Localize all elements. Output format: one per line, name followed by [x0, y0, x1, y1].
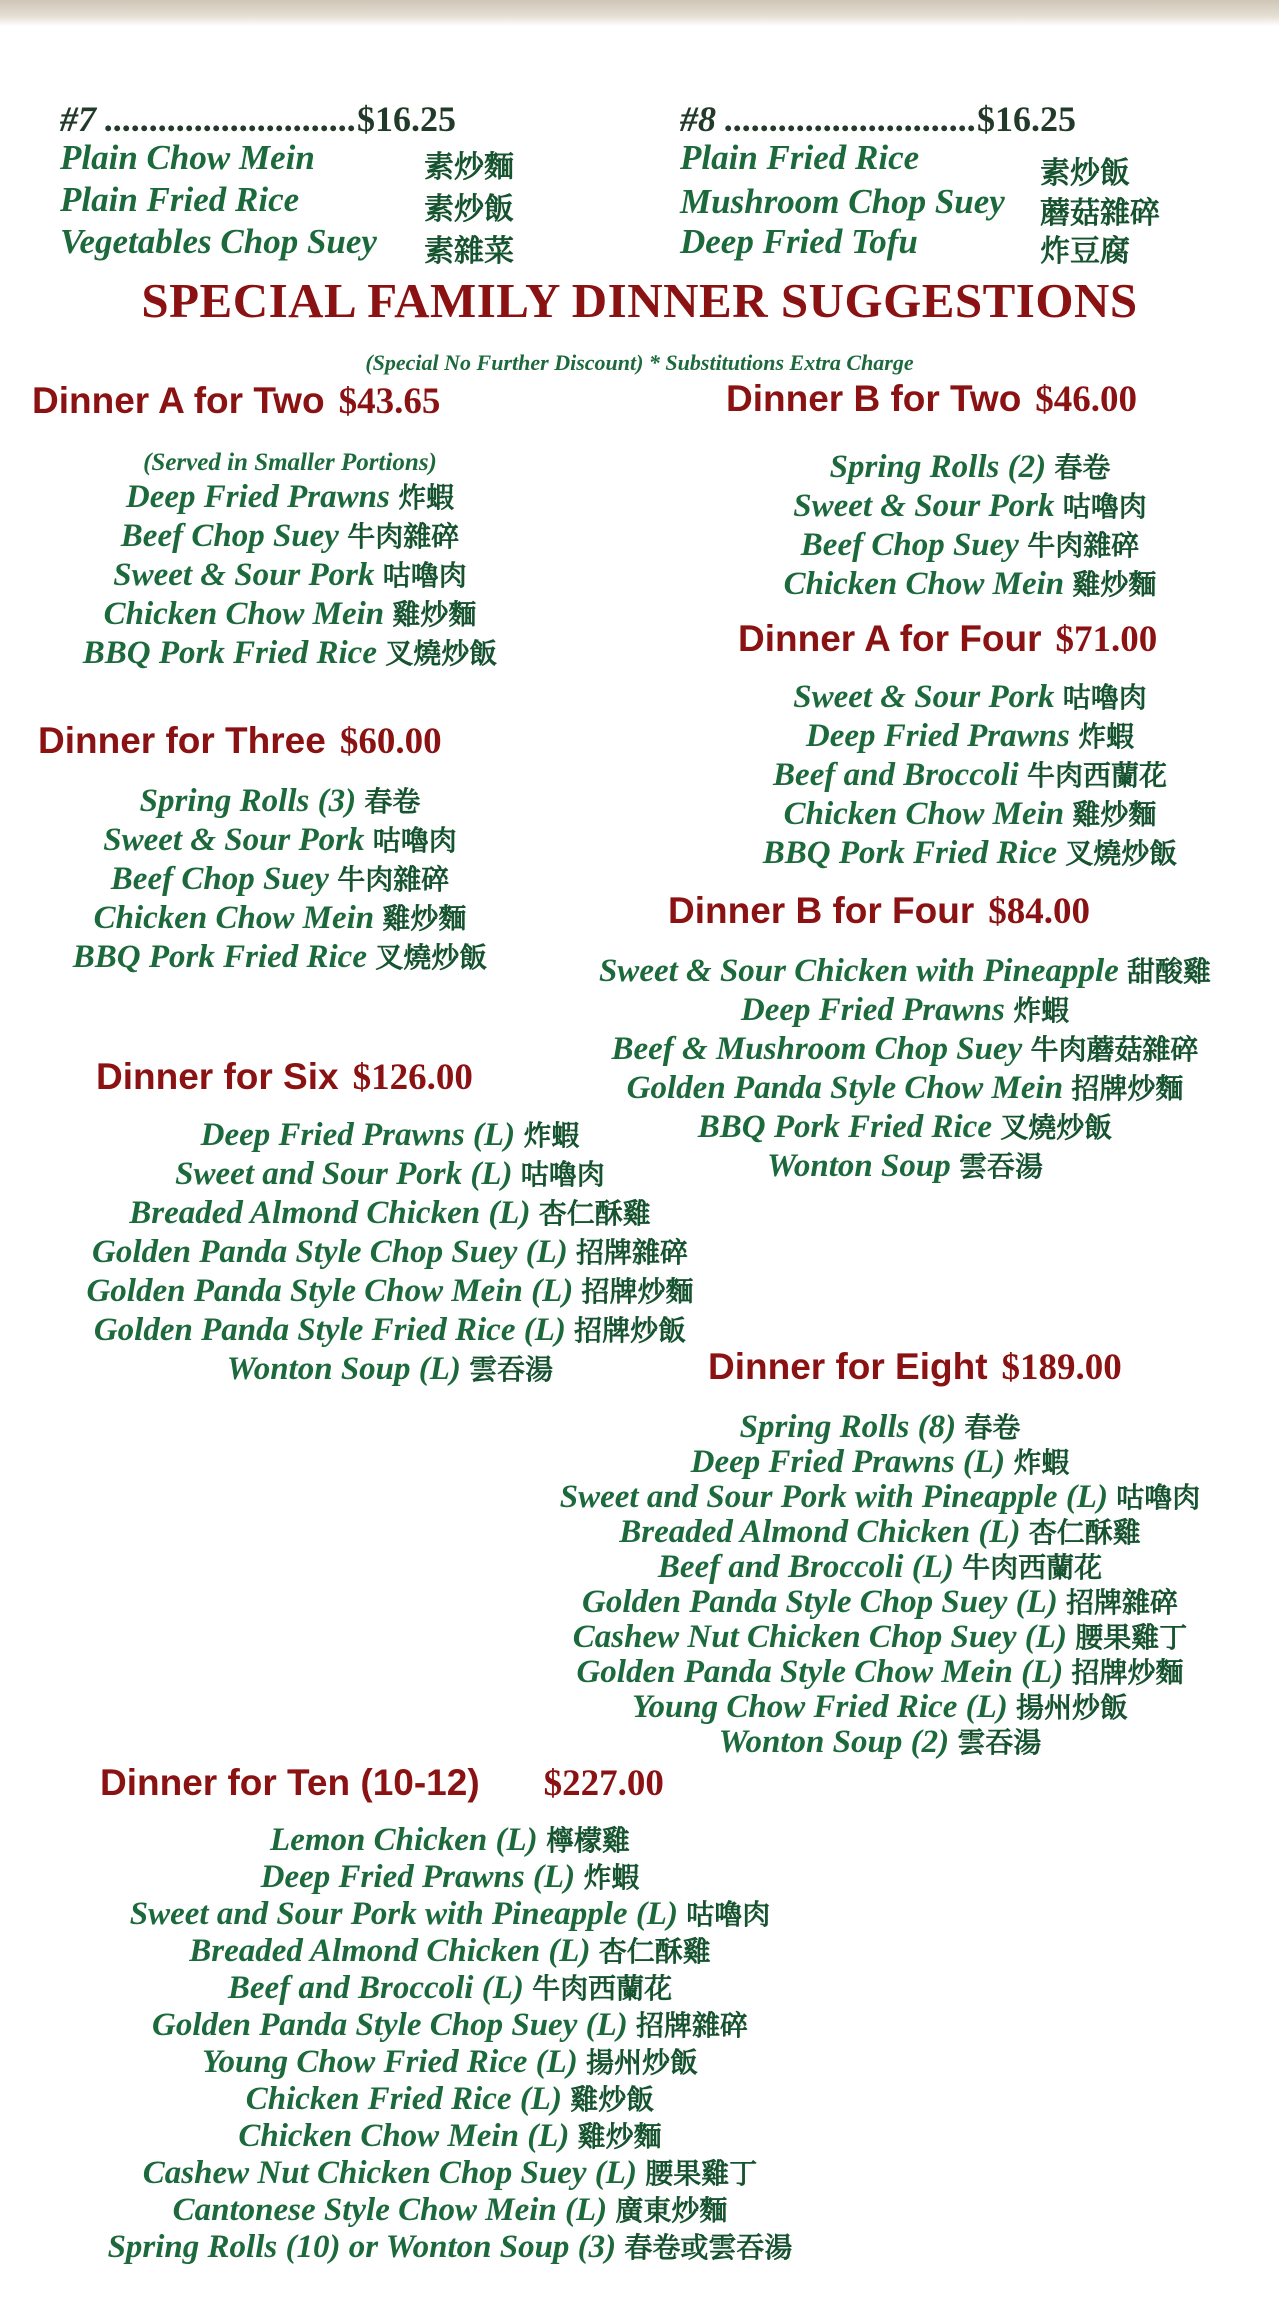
- list-item: [500, 1620, 1260, 1655]
- item-en: Chicken Chow Mein (L): [238, 2118, 570, 2154]
- item-zh: 咕嚕肉: [1062, 681, 1147, 714]
- item-zh: 杏仁酥雞: [538, 1197, 651, 1230]
- item-zh: 炸蝦: [1013, 994, 1070, 1027]
- list-item: [30, 1116, 750, 1155]
- list-item: [30, 1311, 750, 1350]
- combo-7-item-2: [60, 180, 299, 220]
- list-item: [560, 1069, 1250, 1108]
- item-en: Beef and Broccoli: [773, 757, 1019, 793]
- item-zh: 咕嚕肉: [520, 1158, 605, 1191]
- dinner-ten-list: [60, 1822, 840, 2266]
- item-zh: 招牌雜碎: [1065, 1586, 1178, 1619]
- item-en: Cashew Nut Chicken Chop Suey (L): [572, 1619, 1067, 1655]
- item-en: Sweet and Sour Pork with Pineapple (L): [129, 1896, 678, 1932]
- item-zh: 甜酸雞: [1127, 955, 1212, 988]
- item-en: BBQ Pork Fried Rice: [697, 1109, 992, 1145]
- item-zh: 牛肉西蘭花: [1026, 759, 1167, 792]
- item-en: Vegetables Chop Suey: [60, 222, 377, 261]
- item-zh: 春卷: [364, 785, 421, 818]
- item-zh: 雞炒麵: [392, 598, 477, 631]
- list-item: [30, 517, 550, 556]
- item-en: Deep Fried Prawns: [125, 479, 390, 515]
- list-item: [60, 2081, 840, 2118]
- item-en: Plain Fried Rice: [680, 138, 920, 177]
- item-en: Golden Panda Style Chop Suey (L): [91, 1234, 568, 1270]
- list-item: [30, 821, 530, 860]
- item-en: Deep Fried Prawns (L): [200, 1117, 516, 1153]
- list-item: [560, 991, 1250, 1030]
- list-item: [60, 2155, 840, 2192]
- list-item: [30, 478, 550, 517]
- list-item: [30, 634, 550, 673]
- dinner-name: Dinner for Eight: [708, 1346, 988, 1387]
- item-zh: 牛肉西蘭花: [532, 1972, 673, 2005]
- list-item: [710, 565, 1230, 604]
- list-item: [500, 1445, 1260, 1480]
- combo-7-header: [60, 98, 456, 140]
- list-item: [60, 2229, 840, 2266]
- item-en: Beef & Mushroom Chop Suey: [611, 1031, 1023, 1067]
- item-zh: 招牌雜碎: [635, 2009, 748, 2042]
- list-item: [60, 1970, 840, 2007]
- item-en: Beef and Broccoli (L): [657, 1549, 954, 1585]
- item-zh: 杏仁酥雞: [1028, 1516, 1141, 1549]
- item-en: Young Chow Fried Rice (L): [201, 2044, 578, 2080]
- item-en: Plain Chow Mein: [60, 138, 315, 177]
- list-item: [500, 1515, 1260, 1550]
- item-en: Chicken Chow Mein: [783, 566, 1065, 602]
- list-item: [710, 834, 1230, 873]
- item-zh: 炸豆腐: [1040, 234, 1130, 269]
- item-en: BBQ Pork Fried Rice: [82, 635, 377, 671]
- dinner-price: $46.00: [1035, 379, 1138, 420]
- page-subtitle: (Special No Further Discount) * Substitutions Extra Charge: [365, 350, 914, 375]
- list-item: [30, 899, 530, 938]
- item-en: Wonton Soup: [767, 1148, 951, 1184]
- item-en: Golden Panda Style Chop Suey (L): [581, 1584, 1058, 1620]
- item-zh: 腰果雞丁: [645, 2157, 758, 2190]
- dinner-a-four-heading: [738, 618, 1157, 661]
- item-zh: 招牌炒飯: [574, 1314, 687, 1347]
- item-en: Sweet & Sour Pork: [113, 557, 375, 593]
- list-item: [30, 595, 550, 634]
- item-en: Sweet & Sour Pork: [793, 488, 1055, 524]
- item-zh: 雞炒麵: [1072, 798, 1157, 831]
- item-en: Sweet and Sour Pork with Pineapple (L): [559, 1479, 1108, 1515]
- dinner-a-two-list: [30, 448, 550, 673]
- list-item: [710, 526, 1230, 565]
- combo-7-item-3-zh: [424, 226, 514, 270]
- item-zh: 蘑菇雜碎: [1040, 196, 1160, 231]
- item-zh: 雞炒飯: [570, 2083, 655, 2116]
- item-zh: 素炒麵: [424, 150, 514, 185]
- item-zh: 咕嚕肉: [1062, 490, 1147, 523]
- combo-7-item-3: [60, 222, 377, 262]
- combo-8-header: [680, 98, 1076, 140]
- item-zh: 揚州炒飯: [1016, 1691, 1129, 1724]
- item-zh: 雲吞湯: [958, 1150, 1043, 1183]
- dinner-name: Dinner for Three: [38, 720, 326, 761]
- item-en: BBQ Pork Fried Rice: [762, 835, 1057, 871]
- list-item: [710, 756, 1230, 795]
- list-item: [560, 952, 1250, 991]
- item-zh: 牛肉蘑菇雜碎: [1030, 1033, 1199, 1066]
- item-en: Sweet & Sour Pork: [103, 822, 365, 858]
- dinner-a-two-note: (Served in Smaller Portions): [143, 449, 437, 476]
- list-item: [710, 487, 1230, 526]
- item-en: Chicken Fried Rice (L): [245, 2081, 562, 2117]
- dinner-a-two-heading: [32, 380, 440, 423]
- item-zh: 雲吞湯: [469, 1353, 554, 1386]
- item-zh: 春卷或雲吞湯: [624, 2231, 793, 2264]
- list-item: [60, 2044, 840, 2081]
- dinner-price: $84.00: [988, 891, 1091, 932]
- dinner-b-two-heading: [726, 378, 1137, 421]
- list-item: [500, 1410, 1260, 1445]
- item-en: Golden Panda Style Chow Mein (L): [86, 1273, 574, 1309]
- item-en: Deep Fried Prawns: [805, 718, 1070, 754]
- dinner-b-four-heading: [668, 890, 1090, 933]
- item-en: Golden Panda Style Chow Mein (L): [576, 1654, 1064, 1690]
- item-zh: 叉燒炒飯: [1065, 837, 1178, 870]
- list-item: [60, 1896, 840, 1933]
- item-en: Chicken Chow Mein: [783, 796, 1065, 832]
- dinner-name: Dinner for Six: [96, 1056, 339, 1097]
- combo-7-price: $16.25: [357, 99, 456, 139]
- item-zh: 招牌雜碎: [575, 1236, 688, 1269]
- item-zh: 炸蝦: [398, 481, 455, 514]
- item-zh: 咕嚕肉: [686, 1898, 771, 1931]
- item-zh: 招牌炒麵: [581, 1275, 694, 1308]
- item-en: Cashew Nut Chicken Chop Suey (L): [142, 2155, 637, 2191]
- list-item: [60, 2192, 840, 2229]
- list-item: [710, 678, 1230, 717]
- item-zh: 炸蝦: [583, 1861, 640, 1894]
- list-item: [30, 1350, 750, 1389]
- combo-8-item-1: [680, 138, 919, 178]
- item-en: Golden Panda Style Fried Rice (L): [93, 1312, 566, 1348]
- list-item: [30, 860, 530, 899]
- item-en: Deep Fried Prawns (L): [260, 1859, 576, 1895]
- dinner-three-heading: [38, 720, 442, 763]
- item-zh: 雞炒麵: [382, 902, 467, 935]
- dinner-eight-heading: [708, 1346, 1122, 1389]
- combo-8-item-1-zh: [1040, 148, 1130, 192]
- combo-8-label: #8 ............................: [680, 99, 977, 139]
- item-zh: 咕嚕肉: [372, 824, 457, 857]
- item-en: Deep Fried Prawns: [740, 992, 1005, 1028]
- item-en: Young Chow Fried Rice (L): [631, 1689, 1008, 1725]
- combo-8-item-3: [680, 222, 918, 262]
- list-item: [60, 1822, 840, 1859]
- list-item: [60, 2007, 840, 2044]
- item-zh: 炸蝦: [1078, 720, 1135, 753]
- dinner-name: Dinner B for Four: [668, 890, 975, 931]
- item-en: Spring Rolls (3): [139, 783, 357, 819]
- dinner-price: $189.00: [1001, 1347, 1122, 1388]
- item-en: Beef Chop Suey: [110, 861, 329, 897]
- item-en: Lemon Chicken (L): [270, 1822, 538, 1858]
- item-en: Breaded Almond Chicken (L): [189, 1933, 591, 1969]
- dinner-eight-list: [500, 1410, 1260, 1760]
- list-item: [30, 1194, 750, 1233]
- item-zh: 腰果雞丁: [1075, 1621, 1188, 1654]
- item-zh: 雞炒麵: [1072, 568, 1157, 601]
- item-zh: 牛肉西蘭花: [962, 1551, 1103, 1584]
- item-zh: 春卷: [1054, 451, 1111, 484]
- item-zh: 雞炒麵: [577, 2120, 662, 2153]
- item-en: Wonton Soup (2): [718, 1724, 950, 1760]
- item-zh: 廣東炒麵: [615, 2194, 728, 2227]
- combo-8-item-3-zh: [1040, 226, 1130, 270]
- combo-8-price: $16.25: [977, 99, 1076, 139]
- item-zh: 招牌炒麵: [1071, 1656, 1184, 1689]
- item-en: Spring Rolls (10) or Wonton Soup (3): [107, 2229, 617, 2265]
- dinner-ten-heading: [100, 1762, 664, 1805]
- item-zh: 檸檬雞: [545, 1824, 630, 1857]
- item-zh: 招牌炒麵: [1071, 1072, 1184, 1105]
- list-item: [30, 556, 550, 595]
- dinner-price: $227.00: [543, 1763, 664, 1804]
- dinner-b-two-list: [710, 448, 1230, 604]
- item-zh: 咕嚕肉: [1116, 1481, 1201, 1514]
- item-en: Beef Chop Suey: [800, 527, 1019, 563]
- combo-7-item-1-zh: [424, 142, 514, 186]
- item-en: Wonton Soup (L): [226, 1351, 461, 1387]
- item-en: Beef and Broccoli (L): [227, 1970, 524, 2006]
- list-item: [500, 1725, 1260, 1760]
- item-en: Breaded Almond Chicken (L): [129, 1195, 531, 1231]
- item-zh: 牛肉雜碎: [347, 520, 460, 553]
- item-en: BBQ Pork Fried Rice: [72, 939, 367, 975]
- item-en: Sweet & Sour Pork: [793, 679, 1055, 715]
- list-item: [60, 1859, 840, 1896]
- item-en: Golden Panda Style Chow Mein: [626, 1070, 1064, 1106]
- item-en: Breaded Almond Chicken (L): [619, 1514, 1021, 1550]
- dinner-price: $60.00: [339, 721, 442, 762]
- item-en: Cantonese Style Chow Mein (L): [172, 2192, 608, 2228]
- combo-7-label: #7 ............................: [60, 99, 357, 139]
- list-item: [500, 1690, 1260, 1725]
- item-en: Plain Fried Rice: [60, 180, 300, 219]
- page-title: SPECIAL FAMILY DINNER SUGGESTIONS: [141, 273, 1138, 328]
- item-en: Beef Chop Suey: [120, 518, 339, 554]
- item-en: Golden Panda Style Chop Suey (L): [151, 2007, 628, 2043]
- list-item: [710, 795, 1230, 834]
- combo-7: [60, 98, 456, 140]
- item-zh: 叉燒炒飯: [375, 941, 488, 974]
- item-en: Chicken Chow Mein: [93, 900, 375, 936]
- item-en: Spring Rolls (2): [829, 449, 1047, 485]
- item-zh: 牛肉雜碎: [337, 863, 450, 896]
- list-item: [60, 1933, 840, 1970]
- item-zh: 雲吞湯: [957, 1726, 1042, 1759]
- list-item: [710, 448, 1230, 487]
- list-item: [30, 1155, 750, 1194]
- item-zh: 叉燒炒飯: [1000, 1111, 1113, 1144]
- dinner-name: Dinner for Ten (10-12): [100, 1762, 480, 1803]
- dinner-price: $71.00: [1055, 619, 1158, 660]
- list-item: [500, 1550, 1260, 1585]
- dinner-six-heading: [96, 1056, 473, 1099]
- item-zh: 素雜菜: [424, 234, 514, 269]
- dinner-a-four-list: [710, 678, 1230, 873]
- list-item: [560, 1030, 1250, 1069]
- combo-7-item-2-zh: [424, 184, 514, 228]
- list-item: [30, 938, 530, 977]
- dinner-three-list: [30, 782, 530, 977]
- list-item: [500, 1480, 1260, 1515]
- item-zh: 杏仁酥雞: [598, 1935, 711, 1968]
- list-item: [500, 1655, 1260, 1690]
- list-item: [60, 2118, 840, 2155]
- item-zh: 叉燒炒飯: [385, 637, 498, 670]
- dinner-six-list: [30, 1116, 750, 1389]
- list-item: [710, 717, 1230, 756]
- item-zh: 揚州炒飯: [586, 2046, 699, 2079]
- dinner-name: Dinner A for Two: [32, 380, 325, 421]
- combo-8: [680, 98, 1076, 140]
- item-zh: 牛肉雜碎: [1027, 529, 1140, 562]
- item-en: Deep Fried Tofu: [680, 222, 918, 261]
- item-zh: 炸蝦: [523, 1119, 580, 1152]
- dinner-price: $126.00: [352, 1057, 473, 1098]
- item-en: Sweet and Sour Pork (L): [175, 1156, 513, 1192]
- item-zh: 咕嚕肉: [382, 559, 467, 592]
- list-item: [30, 782, 530, 821]
- dinner-name: Dinner B for Two: [726, 378, 1022, 419]
- item-en: Spring Rolls (8): [739, 1409, 957, 1445]
- item-en: Mushroom Chop Suey: [680, 182, 1005, 221]
- dinner-name: Dinner A for Four: [738, 618, 1042, 659]
- item-zh: 素炒飯: [424, 192, 514, 227]
- item-en: Deep Fried Prawns (L): [690, 1444, 1006, 1480]
- item-en: Chicken Chow Mein: [103, 596, 385, 632]
- list-item: [30, 1233, 750, 1272]
- combo-8-item-2: [680, 182, 1005, 222]
- item-zh: 春卷: [964, 1411, 1021, 1444]
- item-zh: 炸蝦: [1013, 1446, 1070, 1479]
- item-en: Sweet & Sour Chicken with Pineapple: [598, 953, 1119, 989]
- dinner-price: $43.65: [338, 381, 441, 422]
- item-zh: 素炒飯: [1040, 156, 1130, 191]
- list-item: [500, 1585, 1260, 1620]
- combo-7-item-1: [60, 138, 315, 178]
- paper-torn-edge: [0, 0, 1279, 26]
- list-item: [30, 1272, 750, 1311]
